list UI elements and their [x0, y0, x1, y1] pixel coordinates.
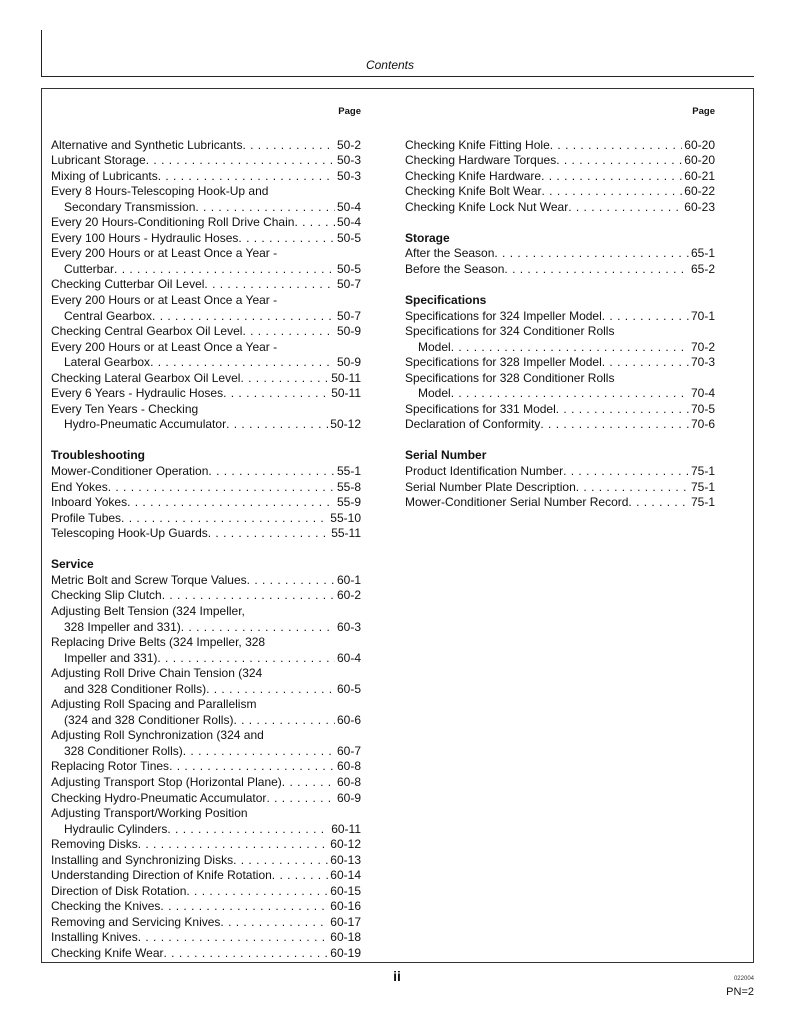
- pn-label: PN=2: [726, 986, 754, 998]
- toc-group: [405, 138, 715, 216]
- toc-entry-line: Every 200 Hours or at Least Once a Year -: [51, 339, 278, 354]
- dot-leader: [247, 573, 335, 589]
- toc-entry-title: Installing and Synchronizing Disks: [51, 852, 234, 867]
- dot-leader: [206, 682, 335, 698]
- toc-entry[interactable]: [51, 262, 361, 278]
- toc-entry-page: 60-18: [330, 930, 361, 945]
- toc-entry-title: Mixing of Lubricants: [51, 168, 158, 183]
- toc-entry[interactable]: [51, 791, 361, 807]
- toc-entry-title: Checking Hardware Torques: [405, 153, 557, 168]
- dot-leader: [568, 200, 682, 216]
- toc-column-right: [405, 104, 715, 511]
- toc-entry[interactable]: [405, 495, 715, 511]
- dot-leader: [121, 511, 328, 527]
- dot-leader: [158, 169, 335, 185]
- toc-entry-page: 50-9: [336, 355, 361, 370]
- toc-entry[interactable]: [51, 899, 361, 915]
- toc-entry[interactable]: [405, 184, 715, 200]
- dot-leader: [556, 402, 689, 418]
- toc-entry-title: Replacing Rotor Tines: [51, 759, 170, 774]
- toc-entry[interactable]: [51, 837, 361, 853]
- toc-entry-title: Checking Knife Bolt Wear: [405, 184, 542, 199]
- dot-leader: [127, 495, 335, 511]
- dot-leader: [146, 153, 335, 169]
- toc-entry[interactable]: [51, 946, 361, 962]
- toc-entry[interactable]: [51, 775, 361, 791]
- toc-entry[interactable]: [51, 200, 361, 216]
- toc-entry-title: After the Season: [405, 246, 495, 261]
- toc-entry[interactable]: [405, 309, 715, 325]
- toc-entry-title: Checking Knife Fitting Hole: [405, 137, 550, 152]
- toc-entry[interactable]: [405, 480, 715, 496]
- toc-entry-title: Checking Central Gearbox Oil Level: [51, 324, 243, 339]
- toc-entry[interactable]: [51, 651, 361, 667]
- toc-entry-title: Installing Knives: [51, 930, 138, 945]
- dot-leader: [240, 371, 329, 387]
- toc-entry[interactable]: [51, 371, 361, 387]
- toc-entry[interactable]: [51, 511, 361, 527]
- dot-leader: [162, 588, 335, 604]
- toc-entry-page: 70-3: [690, 355, 715, 370]
- toc-entry[interactable]: [51, 277, 361, 293]
- dot-leader: [628, 495, 689, 511]
- toc-entry-title: Checking Hydro-Pneumatic Accumulator: [51, 790, 267, 805]
- toc-entry-title: Hydraulic Cylinders: [64, 821, 168, 836]
- dot-leader: [108, 480, 335, 496]
- toc-entry[interactable]: [51, 526, 361, 542]
- toc-entry-page: 60-14: [330, 868, 361, 883]
- dot-leader: [152, 309, 335, 325]
- toc-entry-page: 70-5: [690, 401, 715, 416]
- toc-entry-title: Alternative and Synthetic Lubricants: [51, 137, 243, 152]
- toc-entry-page: 50-11: [331, 370, 361, 385]
- toc-entry-title: Model: [418, 339, 451, 354]
- toc-entry-title: Every 6 Years - Hydraulic Hoses: [51, 386, 224, 401]
- toc-entry[interactable]: [51, 853, 361, 869]
- toc-entry-title: Checking Lateral Gearbox Oil Level: [51, 370, 241, 385]
- toc-entry-page: 60-23: [684, 199, 715, 214]
- toc-entry-page: 60-9: [336, 790, 361, 805]
- toc-entry[interactable]: [51, 153, 361, 169]
- dot-leader: [204, 277, 335, 293]
- toc-entry-line: Every 8 Hours-Telescoping Hook-Up and: [51, 184, 269, 199]
- toc-entry-page: 70-2: [690, 339, 715, 354]
- dot-leader: [540, 417, 689, 433]
- toc-entry-page: 65-1: [690, 246, 715, 261]
- toc-entry-title: Profile Tubes: [51, 510, 122, 525]
- toc-entry-title: Checking Cutterbar Oil Level: [51, 277, 205, 292]
- dot-leader: [563, 464, 689, 480]
- toc-entry[interactable]: [51, 138, 361, 154]
- toc-entry-page: 50-3: [336, 153, 361, 168]
- dot-leader: [164, 946, 329, 962]
- toc-entry-title: Declaration of Conformity: [405, 417, 541, 432]
- toc-group: [51, 573, 361, 962]
- toc-entry-page: 50-4: [336, 215, 361, 230]
- dot-leader: [138, 930, 329, 946]
- dot-leader: [226, 417, 328, 433]
- document-code: 022004: [733, 976, 754, 982]
- toc-entry-page: 50-12: [330, 417, 361, 432]
- toc-entry-line: Adjusting Transport/Working Position: [51, 806, 248, 821]
- toc-entry-title: Specifications for 328 Impeller Model: [405, 355, 602, 370]
- toc-entry-page: 60-16: [330, 899, 361, 914]
- section-title-troubleshooting: Troubleshooting: [51, 448, 145, 463]
- toc-entry[interactable]: [51, 464, 361, 480]
- toc-entry[interactable]: [405, 340, 715, 356]
- toc-entry-line: Replacing Drive Belts (324 Impeller, 328: [51, 635, 266, 650]
- toc-entry-page: 60-17: [330, 914, 361, 929]
- toc-entry-page: 60-4: [336, 650, 361, 665]
- toc-entry-title: Lubricant Storage: [51, 153, 146, 168]
- toc-entry[interactable]: [405, 402, 715, 418]
- toc-entry-page: 60-2: [336, 588, 361, 603]
- toc-entry-page: 60-7: [336, 743, 361, 758]
- toc-entry[interactable]: [51, 759, 361, 775]
- toc-entry-page: 60-19: [330, 945, 361, 960]
- toc-entry[interactable]: [405, 355, 715, 371]
- toc-entry[interactable]: [51, 713, 361, 729]
- toc-entry-line: Every 200 Hours or at Least Once a Year -: [51, 293, 278, 308]
- dot-leader: [223, 386, 329, 402]
- toc-entry-page: 70-4: [690, 386, 715, 401]
- toc-entry-line: Every 200 Hours or at Least Once a Year -: [51, 246, 278, 261]
- toc-entry-page: 70-1: [690, 308, 715, 323]
- toc-entry-page: 65-2: [690, 261, 715, 276]
- toc-entry[interactable]: [51, 495, 361, 511]
- toc-entry[interactable]: [51, 324, 361, 340]
- toc-entry[interactable]: [51, 884, 361, 900]
- toc-entry-page: 60-1: [336, 572, 361, 587]
- toc-group: [51, 138, 361, 433]
- toc-entry[interactable]: [51, 417, 361, 433]
- toc-entry-title: Checking the Knives: [51, 899, 161, 914]
- section-title-storage: Storage: [405, 230, 450, 245]
- toc-entry-title: Direction of Disk Rotation: [51, 883, 187, 898]
- header-rule: [41, 76, 754, 77]
- toc-entry-line: Adjusting Belt Tension (324 Impeller,: [51, 603, 245, 618]
- dot-leader: [550, 138, 683, 154]
- toc-entry[interactable]: [51, 215, 361, 231]
- dot-leader: [138, 837, 329, 853]
- toc-entry-line: Adjusting Roll Spacing and Parallelism: [51, 697, 257, 712]
- dot-leader: [282, 775, 335, 791]
- toc-entry-title: End Yokes: [51, 479, 108, 494]
- toc-entry[interactable]: [405, 386, 715, 402]
- toc-entry-page: 60-11: [331, 821, 361, 836]
- section-title-service: Service: [51, 557, 94, 572]
- toc-entry-title: Hydro-Pneumatic Accumulator: [64, 417, 227, 432]
- dot-leader: [242, 324, 335, 340]
- toc-entry[interactable]: [51, 682, 361, 698]
- page-column-label: Page: [692, 106, 715, 117]
- toc-entry-page: 50-7: [336, 277, 361, 292]
- dot-leader: [150, 355, 335, 371]
- toc-entry-title: Adjusting Transport Stop (Horizontal Plane): [51, 774, 282, 789]
- toc-entry[interactable]: [405, 153, 715, 169]
- toc-entry-page: 60-6: [336, 712, 361, 727]
- toc-group: [405, 309, 715, 433]
- toc-entry-page: 50-9: [336, 324, 361, 339]
- toc-entry[interactable]: [51, 744, 361, 760]
- dot-leader: [542, 184, 683, 200]
- toc-entry-title: Impeller and 331): [64, 650, 158, 665]
- toc-entry-title: Metric Bolt and Screw Torque Values: [51, 572, 247, 587]
- toc-entry-title: Mower-Conditioner Serial Number Record: [405, 495, 629, 510]
- toc-entry-page: 75-1: [690, 495, 715, 510]
- toc-entry[interactable]: [405, 169, 715, 185]
- toc-entry[interactable]: [51, 169, 361, 185]
- dot-leader: [451, 386, 689, 402]
- toc-entry[interactable]: [405, 464, 715, 480]
- dot-leader: [233, 853, 328, 869]
- dot-leader: [266, 791, 335, 807]
- dot-leader: [233, 713, 335, 729]
- toc-entry[interactable]: [405, 138, 715, 154]
- toc-entry-title: and 328 Conditioner Rolls): [64, 681, 207, 696]
- toc-entry[interactable]: [51, 868, 361, 884]
- toc-entry[interactable]: [51, 386, 361, 402]
- dot-leader: [167, 822, 329, 838]
- toc-group: [51, 464, 361, 542]
- toc-entry-page: 60-8: [336, 759, 361, 774]
- toc-entry[interactable]: [51, 620, 361, 636]
- dot-leader: [541, 169, 682, 185]
- dot-leader: [494, 246, 689, 262]
- toc-entry[interactable]: [405, 200, 715, 216]
- toc-entry[interactable]: [51, 231, 361, 247]
- toc-entry-title: (324 and 328 Conditioner Rolls): [64, 712, 234, 727]
- toc-entry[interactable]: [51, 480, 361, 496]
- toc-entry[interactable]: [405, 417, 715, 433]
- toc-entry-title: Cutterbar: [64, 261, 115, 276]
- toc-entry-page: 75-1: [690, 464, 715, 479]
- toc-entry-page: 50-5: [336, 230, 361, 245]
- toc-entry-title: Every 100 Hours - Hydraulic Hoses: [51, 230, 239, 245]
- toc-entry-page: 50-4: [336, 199, 361, 214]
- toc-entry-title: Specifications for 324 Impeller Model: [405, 308, 602, 323]
- toc-entry-title: Secondary Transmission: [64, 199, 196, 214]
- dot-leader: [451, 340, 689, 356]
- toc-entry-title: 328 Conditioner Rolls): [64, 743, 183, 758]
- toc-group: [405, 464, 715, 511]
- toc-entry-page: 55-8: [336, 479, 361, 494]
- toc-entry-page: 50-7: [336, 308, 361, 323]
- toc-entry-title: Telescoping Hook-Up Guards: [51, 526, 208, 541]
- toc-entry-title: Understanding Direction of Knife Rotation: [51, 868, 272, 883]
- toc-entry-page: 60-5: [336, 681, 361, 696]
- dot-leader: [186, 884, 328, 900]
- toc-entry-page: 60-20: [684, 153, 715, 168]
- toc-entry-title: Inboard Yokes: [51, 495, 128, 510]
- toc-entry-title: Removing Disks: [51, 837, 138, 852]
- toc-entry[interactable]: [405, 262, 715, 278]
- toc-entry-page: 60-13: [330, 852, 361, 867]
- toc-entry-title: Removing and Servicing Knives: [51, 914, 221, 929]
- toc-entry[interactable]: [51, 822, 361, 838]
- toc-entry-title: Every 20 Hours-Conditioning Roll Drive Chain: [51, 215, 295, 230]
- toc-entry-title: Checking Knife Lock Nut Wear: [405, 199, 569, 214]
- dot-leader: [220, 915, 328, 931]
- toc-entry-title: Checking Slip Clutch: [51, 588, 162, 603]
- dot-leader: [195, 200, 335, 216]
- toc-entry-line: Adjusting Roll Drive Chain Tension (324: [51, 666, 263, 681]
- page-number: ii: [393, 968, 401, 984]
- toc-entry-page: 55-11: [331, 526, 361, 541]
- toc-entry-line: Specifications for 324 Conditioner Rolls: [405, 324, 615, 339]
- toc-entry-title: Before the Season: [405, 261, 505, 276]
- toc-entry-page: 55-1: [336, 464, 361, 479]
- toc-entry-page: 60-22: [684, 184, 715, 199]
- toc-entry-page: 60-12: [330, 837, 361, 852]
- toc-entry-page: 50-3: [336, 168, 361, 183]
- toc-entry-title: Model: [418, 386, 451, 401]
- page-column-label: Page: [338, 106, 361, 117]
- toc-column-left: [51, 104, 361, 962]
- toc-entry-page: 60-8: [336, 774, 361, 789]
- toc-entry-page: 60-3: [336, 619, 361, 634]
- dot-leader: [576, 480, 689, 496]
- dot-leader: [602, 355, 689, 371]
- toc-entry-title: Mower-Conditioner Operation: [51, 464, 209, 479]
- toc-entry-title: Product Identification Number: [405, 464, 564, 479]
- dot-leader: [294, 215, 335, 231]
- toc-entry-line: Specifications for 328 Conditioner Rolls: [405, 370, 615, 385]
- toc-group: [405, 246, 715, 277]
- dot-leader: [181, 620, 335, 636]
- toc-entry-line: Every Ten Years - Checking: [51, 401, 199, 416]
- toc-entry-line: Adjusting Roll Synchronization (324 and: [51, 728, 264, 743]
- toc-entry-page: 50-5: [336, 261, 361, 276]
- dot-leader: [157, 651, 335, 667]
- toc-entry[interactable]: [51, 588, 361, 604]
- dot-leader: [183, 744, 335, 760]
- toc-entry-title: Checking Knife Wear: [51, 945, 164, 960]
- toc-entry-page: 60-15: [330, 883, 361, 898]
- section-title-specifications: Specifications: [405, 293, 487, 308]
- dot-leader: [208, 464, 335, 480]
- toc-entry-page: 70-6: [690, 417, 715, 432]
- toc-entry-page: 50-2: [336, 137, 361, 152]
- dot-leader: [602, 309, 689, 325]
- toc-entry[interactable]: [51, 573, 361, 589]
- toc-entry-page: 60-20: [684, 137, 715, 152]
- toc-entry-title: Specifications for 331 Model: [405, 401, 556, 416]
- dot-leader: [556, 153, 682, 169]
- toc-entry-title: 328 Impeller and 331): [64, 619, 181, 634]
- dot-leader: [272, 868, 329, 884]
- toc-entry-page: 55-10: [330, 510, 361, 525]
- toc-entry-page: 55-9: [336, 495, 361, 510]
- toc-entry-title: Central Gearbox: [64, 308, 153, 323]
- toc-entry[interactable]: [51, 930, 361, 946]
- toc-entry-page: 75-1: [690, 479, 715, 494]
- page-title: Contents: [365, 58, 414, 72]
- toc-entry-title: Checking Knife Hardware: [405, 168, 542, 183]
- toc-entry-page: 50-11: [331, 386, 361, 401]
- toc-entry[interactable]: [405, 246, 715, 262]
- dot-leader: [169, 759, 335, 775]
- dot-leader: [238, 231, 335, 247]
- toc-entry[interactable]: [51, 309, 361, 325]
- toc-entry-page: 60-21: [684, 168, 715, 183]
- section-title-serial-number: Serial Number: [405, 448, 487, 463]
- toc-entry-title: Lateral Gearbox: [64, 355, 151, 370]
- toc-entry[interactable]: [51, 915, 361, 931]
- toc-entry-title: Serial Number Plate Description: [405, 479, 576, 494]
- dot-leader: [114, 262, 335, 278]
- dot-leader: [242, 138, 335, 154]
- dot-leader: [504, 262, 689, 278]
- dot-leader: [208, 526, 329, 542]
- dot-leader: [160, 899, 328, 915]
- toc-entry[interactable]: [51, 355, 361, 371]
